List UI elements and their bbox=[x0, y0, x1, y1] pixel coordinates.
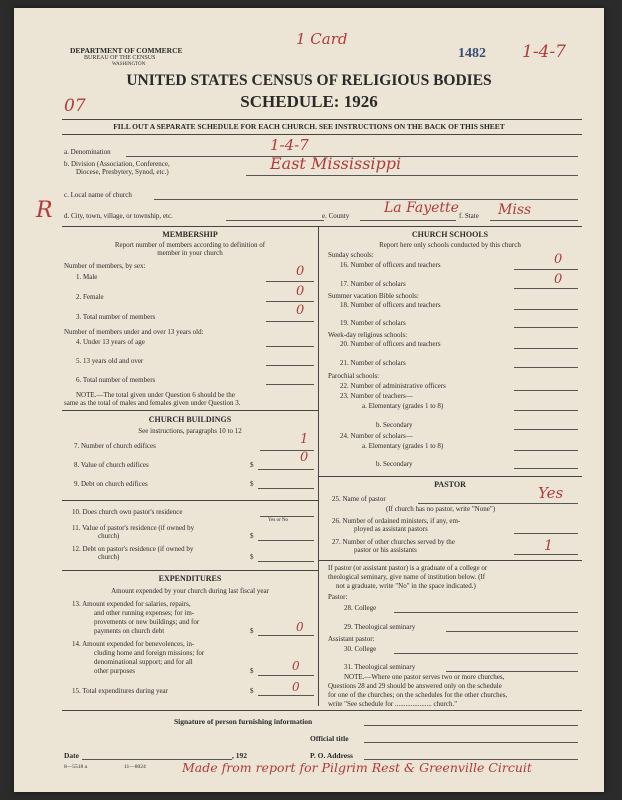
pastor-note-2: Questions 28 and 29 should be answered only on the schedule bbox=[328, 682, 502, 690]
sunday-schools-label: Sunday schools: bbox=[328, 251, 374, 259]
q15-label: 15. Total expenditures during year bbox=[72, 687, 168, 695]
official-title-label: Official title bbox=[310, 734, 349, 743]
handwritten-footer-note: Made from report for Pilgrim Rest & Greenville Circuit bbox=[182, 760, 532, 775]
q13-label-b: and other running expenses; for im- bbox=[94, 609, 195, 617]
expenditures-sub: Amount expended by your church during last fiscal year bbox=[111, 587, 269, 595]
q4-under-13-label: 4. Under 13 years of age bbox=[76, 338, 145, 346]
q26-label-a: 26. Number of ordained ministers, if any, em- bbox=[332, 517, 461, 525]
stamp-number: 1482 bbox=[458, 46, 486, 61]
q3-total-value: 0 bbox=[296, 303, 305, 318]
q22-label: 22. Number of administrative officers bbox=[340, 382, 446, 390]
q31-label: 31. Theological seminary bbox=[344, 663, 416, 671]
division-label: b. Division (Association, Conference, bbox=[64, 160, 170, 168]
q13-label-a: 13. Amount expended for salaries, repairs, bbox=[72, 600, 191, 608]
q25-sub: (If church has no pastor, write "None") bbox=[386, 505, 496, 513]
q14-label-d: other purposes bbox=[94, 667, 136, 675]
graduate-instruction-3: not a graduate, write "No" in the space indicated.) bbox=[336, 582, 476, 590]
q7-label: 7. Number of church edifices bbox=[74, 442, 156, 450]
q25-value: Yes bbox=[538, 484, 564, 502]
county-value: La Fayette bbox=[384, 200, 459, 216]
q11-label-b: church) bbox=[98, 532, 120, 540]
q17-label: 17. Number of scholars bbox=[340, 280, 406, 288]
q12-dollar: $ bbox=[250, 553, 254, 561]
denomination-value: 1-4-7 bbox=[270, 136, 309, 154]
handwritten-r-mark: R bbox=[36, 198, 53, 223]
q3-total-label: 3. Total number of members bbox=[76, 313, 156, 321]
q27-value: 1 bbox=[544, 538, 553, 554]
q20-label: 20. Number of officers and teachers bbox=[340, 340, 441, 348]
q23-label: 23. Number of teachers— bbox=[340, 392, 413, 400]
q14-label-a: 14. Amount expended for benevolences, in- bbox=[72, 640, 195, 648]
membership-heading: MEMBERSHIP bbox=[162, 230, 218, 239]
division-label-2: Diocese, Presbytery, Synod, etc.) bbox=[76, 168, 169, 176]
division-value: East Mississippi bbox=[270, 154, 402, 173]
q2-female-value: 0 bbox=[296, 284, 305, 299]
q11-dollar: $ bbox=[250, 532, 254, 540]
q8-value: 0 bbox=[300, 450, 309, 465]
expenditures-heading: EXPENDITURES bbox=[158, 574, 222, 583]
state-value: Miss bbox=[498, 202, 532, 218]
census-schedule-sheet bbox=[14, 8, 604, 792]
handwritten-code-top: 1-4-7 bbox=[522, 42, 566, 62]
pastor-note-4: write "See schedule for ..................... church." bbox=[328, 700, 458, 708]
weekday-schools-label: Week-day religious schools: bbox=[328, 331, 408, 339]
q12-label-a: 12. Debt on pastor's residence (if owned by bbox=[72, 545, 194, 553]
q10-label: 10. Does church own pastor's residence bbox=[72, 508, 183, 516]
buildings-sub: See instructions, paragraphs 10 to 12 bbox=[138, 427, 242, 435]
year-label: , 192 bbox=[232, 751, 247, 760]
q21-label: 21. Number of scholars bbox=[340, 359, 406, 367]
q15-value: 0 bbox=[292, 680, 300, 694]
buildings-heading: CHURCH BUILDINGS bbox=[148, 415, 232, 424]
summer-schools-label: Summer vacation Bible schools: bbox=[328, 292, 419, 300]
q23b-label: b. Secondary bbox=[376, 421, 413, 429]
city-town-label: d. City, town, village, or township, etc. bbox=[64, 212, 173, 220]
membership-sub-1: Report number of members according to definition of bbox=[114, 241, 266, 249]
membership-sub-2: member in your church bbox=[157, 249, 223, 257]
q1-male-value: 0 bbox=[296, 264, 305, 279]
q26-label-b: ployed as assistant pastors bbox=[354, 525, 428, 533]
q24b-label: b. Secondary bbox=[376, 460, 413, 468]
q18-label: 18. Number of officers and teachers bbox=[340, 301, 441, 309]
members-by-sex-label: Number of members, by sex: bbox=[64, 262, 146, 270]
assistant-pastor-sublabel: Assistant pastor: bbox=[328, 635, 375, 643]
q6-total-label: 6. Total number of members bbox=[76, 376, 156, 384]
q13-label-d: payments on church debt bbox=[94, 627, 165, 635]
q9-dollar: $ bbox=[250, 480, 254, 488]
graduate-instruction-2: theological seminary, give name of institution below. (If bbox=[328, 573, 486, 581]
q7-value: 1 bbox=[300, 432, 309, 447]
q16-label: 16. Number of officers and teachers bbox=[340, 261, 441, 269]
q17-value: 0 bbox=[554, 272, 563, 287]
q13-value: 0 bbox=[296, 620, 304, 634]
q1-male-label: 1. Male bbox=[76, 273, 98, 281]
q29-label: 29. Theological seminary bbox=[344, 623, 416, 631]
denomination-label: a. Denomination bbox=[64, 148, 111, 156]
q14-label-c: denominational support; and for all bbox=[94, 658, 193, 666]
q14-dollar: $ bbox=[250, 667, 254, 675]
q23a-label: a. Elementary (grades 1 to 8) bbox=[362, 402, 444, 410]
pastor-note-3: for one of the churches; on the schedules for the other churches, bbox=[328, 691, 508, 699]
pastor-note-1: NOTE.—Where one pastor serves two or more churches, bbox=[344, 673, 505, 681]
q2-female-label: 2. Female bbox=[76, 293, 104, 301]
q24a-label: a. Elementary (grades 1 to 8) bbox=[362, 442, 444, 450]
q11-label-a: 11. Value of pastor's residence (if owned by bbox=[72, 524, 195, 532]
q28-label: 28. College bbox=[344, 604, 377, 612]
membership-note-1: NOTE.—The total given under Question 6 should be the bbox=[76, 391, 235, 399]
q15-dollar: $ bbox=[250, 687, 254, 695]
q27-label-b: pastor or his assistants bbox=[354, 546, 417, 554]
po-address-label: P. O. Address bbox=[310, 751, 353, 760]
bureau-label: BUREAU OF THE CENSUS bbox=[84, 55, 156, 61]
yes-no-caption: Yes or No bbox=[268, 518, 289, 523]
q30-label: 30. College bbox=[344, 645, 377, 653]
q13-label-c: provements or new buildings; and for bbox=[94, 618, 200, 626]
department-label: DEPARTMENT OF COMMERCE bbox=[70, 46, 183, 55]
q8-dollar: $ bbox=[250, 461, 254, 469]
q13-dollar: $ bbox=[250, 627, 254, 635]
q12-label-b: church) bbox=[98, 553, 120, 561]
state-label: f. State bbox=[459, 212, 479, 220]
county-label: e. County bbox=[322, 212, 350, 220]
q27-label-a: 27. Number of other churches served by the bbox=[332, 538, 455, 546]
age-label: Number of members under and over 13 years old: bbox=[64, 328, 204, 336]
q24-label: 24. Number of scholars— bbox=[340, 432, 413, 440]
schedule-title: SCHEDULE: 1926 bbox=[240, 92, 378, 111]
instruction-line: FILL OUT A SEPARATE SCHEDULE FOR EACH CHURCH. SEE INSTRUCTIONS ON THE BACK OF THIS SHEET bbox=[113, 122, 505, 131]
form-title: UNITED STATES CENSUS OF RELIGIOUS BODIES bbox=[126, 72, 492, 89]
signature-label: Signature of person furnishing information bbox=[174, 717, 313, 726]
q14-value: 0 bbox=[292, 659, 300, 673]
local-name-label: c. Local name of church bbox=[64, 191, 132, 199]
pastor-sublabel: Pastor: bbox=[328, 593, 348, 601]
form-number: 8—5518 a bbox=[64, 764, 88, 770]
pastor-heading: PASTOR bbox=[434, 480, 466, 489]
q14-label-b: cluding home and foreign missions; for bbox=[94, 649, 205, 657]
print-number: 11—8024 bbox=[124, 764, 146, 770]
graduate-instruction-1: If pastor (or assistant pastor) is a graduate of a college or bbox=[328, 564, 488, 572]
membership-note-2: same as the total of males and females given under Question 3. bbox=[64, 399, 241, 407]
q25-label: 25. Name of pastor bbox=[332, 495, 386, 503]
schools-heading: CHURCH SCHOOLS bbox=[411, 230, 489, 239]
q16-value: 0 bbox=[554, 252, 563, 267]
q8-label: 8. Value of church edifices bbox=[74, 461, 149, 469]
city-label: WASHINGTON bbox=[112, 62, 146, 67]
handwritten-card: 1 Card bbox=[296, 30, 348, 48]
q9-label: 9. Debt on church edifices bbox=[74, 480, 148, 488]
handwritten-left-code: 07 bbox=[64, 96, 86, 116]
parochial-schools-label: Parochial schools: bbox=[328, 372, 380, 380]
q19-label: 19. Number of scholars bbox=[340, 319, 406, 327]
date-label: Date bbox=[64, 751, 79, 760]
q5-13-over-label: 5. 13 years old and over bbox=[76, 357, 144, 365]
schools-sub: Report here only schools conducted by this church bbox=[379, 241, 521, 249]
